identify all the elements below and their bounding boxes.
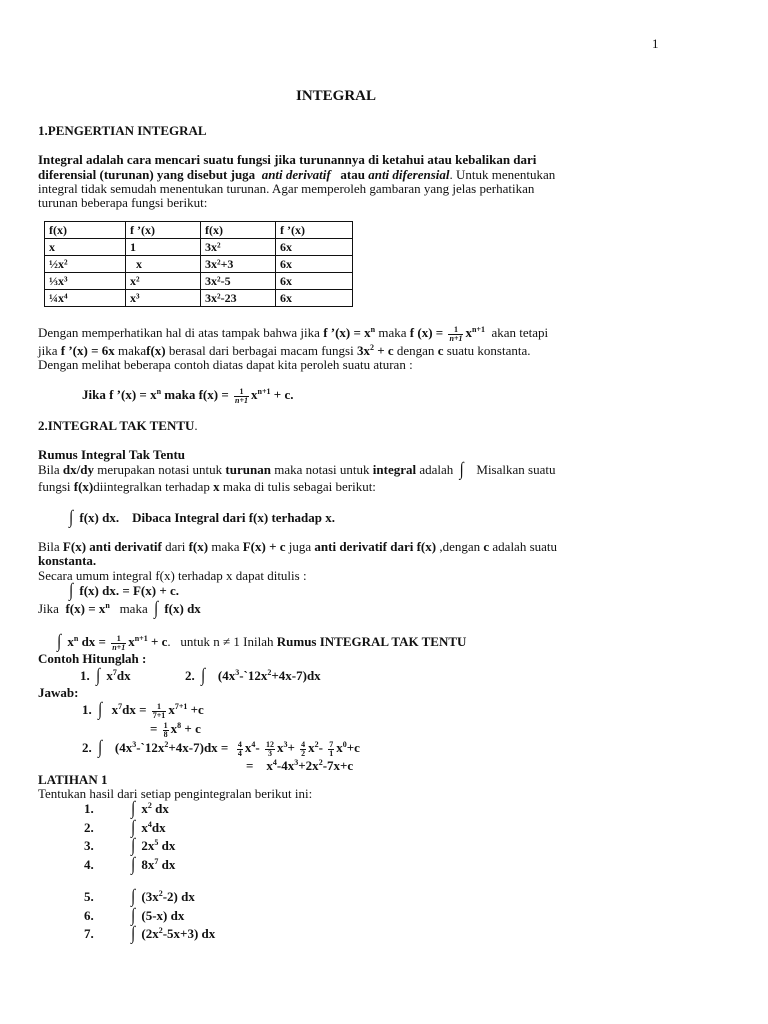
table-cell: ½x² <box>45 256 126 273</box>
table-header-cell: f ’(x) <box>126 222 201 239</box>
jawab-heading: Jawab: <box>38 685 79 700</box>
p1-atau: atau <box>340 167 365 182</box>
para2-fraction: $\frac{1}{n+1}$ <box>449 324 463 343</box>
para2-b-berasal: berasal dari berbagai macam fungsi <box>168 343 354 358</box>
jawab-item-2: 2. ∫ $(4x^3-`12x^2+4x-7)dx$ = $\frac{4}{4}$ $x^4-$ $\frac{12}{3}$ $x^3+$ $\frac{4}{2}$ $x^2-$ $\frac{7}{1}$ $x^0+c$ <box>82 737 360 758</box>
p1-bold-b: diferensial (turunan) yang disebut juga <box>38 167 256 182</box>
table-cell: 3x²-5 <box>201 273 276 290</box>
table-cell: 3x² <box>201 239 276 256</box>
table-cell: x <box>126 256 201 273</box>
integral-sign-icon: ∫ <box>131 835 136 856</box>
latihan-item-5: 5. ∫ $(3x^2-2)$ dx <box>84 886 195 907</box>
para2-maka: maka <box>378 325 407 340</box>
rumus-fraction: $\frac{1}{n+1}$ <box>112 633 126 652</box>
latihan-item-3: 3. ∫ $2x^5$ dx <box>84 835 176 856</box>
para2-fprime: f ’(x) = $x^n$ <box>323 325 376 340</box>
rumus-integral-line: ∫ $x^n$ dx = $\frac{1}{n+1}$ $x^{n+1} + c$. untuk n ≠ 1 Inilah Rumus INTEGRAL TAK TENTU <box>57 631 467 652</box>
para2-line2 <box>38 343 530 358</box>
table-row <box>45 239 353 256</box>
para2-x: $x^{n+1}$ <box>465 325 485 340</box>
section1-heading: 1.PENGERTIAN INTEGRAL <box>38 123 207 138</box>
table-header-cell: f(x) <box>45 222 126 239</box>
table-row <box>45 290 353 307</box>
jawab-2-fraction-3: $\frac{4}{2}$ <box>301 739 306 758</box>
table-row <box>45 256 353 273</box>
section2-line7: Jika $f(x) = x^n$ maka ∫ f(x) dx <box>38 598 201 619</box>
integral-sign-icon: ∫ <box>69 507 74 528</box>
jawab-2-fraction-2: $\frac{12}{3}$ <box>265 739 274 758</box>
integral-sign-icon: ∫ <box>459 459 464 480</box>
jawab-item-1-result: = $\frac{1}{8}$ $x^8 + c$ <box>150 720 201 739</box>
section2-line5: Secara umum integral f(x) terhadap x dapat ditulis : <box>38 568 307 583</box>
section2-heading: 2.INTEGRAL TAK TENTU. <box>38 418 198 433</box>
para2-b-konstanta: suatu konstanta. <box>446 343 531 358</box>
page-title: INTEGRAL <box>296 88 377 104</box>
table-header-cell: f(x) <box>201 222 276 239</box>
jawab-2-fraction-1: $\frac{4}{4}$ <box>237 739 242 758</box>
para2-line1 <box>38 325 548 343</box>
integral-sign-icon: ∫ <box>96 665 101 686</box>
latihan-item-6: 6. ∫ (5-x) dx <box>84 905 185 926</box>
para2-b-c: c <box>437 343 444 358</box>
jawab-1-fraction: $\frac{1}{7+1}$ <box>152 701 166 720</box>
table-cell: 6x <box>276 239 353 256</box>
table-cell: x <box>45 239 126 256</box>
section2-line3: Bila F(x) anti derivatif dari f(x) maka F(x) + c juga anti derivatif dari f(x) ,dengan c adalah suatu <box>38 539 558 554</box>
p1-normal-b: . Untuk menentukan <box>449 167 556 182</box>
integral-sign-icon: ∫ <box>57 631 62 652</box>
table-cell: 3x²-23 <box>201 290 276 307</box>
table-cell: 3x²+3 <box>201 256 276 273</box>
integral-sign-icon: ∫ <box>131 923 136 944</box>
table-header-cell: f ’(x) <box>276 222 353 239</box>
table-cell: x³ <box>126 290 201 307</box>
page-number: 1 <box>652 36 659 51</box>
table-cell: ¼x⁴ <box>45 290 126 307</box>
section1-p1-line1: Integral adalah cara mencari suatu fungsi jika turunannya di ketahui atau kebalikan dari <box>38 152 537 167</box>
aturan-rule: Jika f ’(x) = $x^n$ maka f(x) = $\frac{1}{n+1}$ $x^{n+1} + c$. <box>82 386 294 405</box>
latihan-instruction: Tentukan hasil dari setiap pengintegralan berikut ini: <box>38 786 313 801</box>
table-cell: 6x <box>276 256 353 273</box>
para2-line3: Dengan melihat beberapa contoh diatas dapat kita peroleh suatu aturan : <box>38 357 413 372</box>
para2-b-fx: f(x) <box>146 343 166 358</box>
table-row <box>45 273 353 290</box>
integral-sign-icon: ∫ <box>131 798 136 819</box>
integral-sign-icon: ∫ <box>153 598 159 619</box>
section2-line2: fungsi f(x)diintegralkan terhadap x maka di tulis sebagai berikut: <box>38 479 376 494</box>
integral-sign-icon: ∫ <box>131 886 136 907</box>
section2-line4: konstanta. <box>38 553 97 568</box>
jawab-item-1: 1. ∫ $x^7dx$ = $\frac{1}{7+1}$ $x^{7+1} +c$ <box>82 699 204 720</box>
rumus-heading: Rumus Integral Tak Tentu <box>38 447 186 462</box>
derivative-table <box>44 221 353 307</box>
para2-a1: Dengan memperhatikan hal di atas tampak bahwa jika <box>38 325 320 340</box>
contoh-heading: Contoh Hitunglah : <box>38 651 147 666</box>
latihan-item-1: 1. ∫ $x^2$ dx <box>84 798 169 819</box>
para2-b-dengan: dengan <box>396 343 435 358</box>
integral-sign-icon: ∫ <box>131 817 136 838</box>
table-cell: ⅓x³ <box>45 273 126 290</box>
integral-sign-icon: ∫ <box>131 854 136 875</box>
section2-line1: Bila dx/dy merupakan notasi untuk turunan maka notasi untuk integral adalah ∫ Misalkan suatu <box>38 459 556 480</box>
section1-p1-line4: turunan beberapa fungsi berikut: <box>38 195 208 210</box>
para2-akan-tetapi: akan tetapi <box>491 325 549 340</box>
table-header-row <box>45 222 353 239</box>
p1-anti-diferensial: anti diferensial <box>368 167 450 182</box>
latihan-item-7: 7. ∫ $(2x^2-5x+3)$ dx <box>84 923 216 944</box>
jawab-item-2-result: = $x^4-4x^3+2x^2-7x+c$ <box>246 758 354 773</box>
contoh-item-1: 1. ∫ $x^7dx$ <box>80 665 131 686</box>
integral-sign-icon: ∫ <box>98 737 103 758</box>
section2-line6: ∫ f(x) dx. = F(x) + c. <box>69 580 180 601</box>
jawab-1b-fraction: $\frac{1}{8}$ <box>163 720 168 739</box>
para2-fx-eq: f (x) = <box>409 325 444 340</box>
section1-p1-line2 <box>38 167 555 182</box>
aturan-fraction: $\frac{1}{n+1}$ <box>235 386 249 405</box>
latihan-item-2: 2. ∫ $x^4dx$ <box>84 817 166 838</box>
table-cell: 1 <box>126 239 201 256</box>
para2-fprime-6x: f ’(x) = 6x <box>60 343 115 358</box>
para2-b-maka: maka <box>117 343 147 358</box>
latihan-heading: LATIHAN 1 <box>38 772 108 787</box>
section1-p1-line3: integral tidak semudah menentukan turunan. Agar memperoleh gambaran yang jelas perhatikan <box>38 181 535 196</box>
table-cell: x² <box>126 273 201 290</box>
para2-b-3x2c: $3x^2 + c$ <box>356 343 394 358</box>
p1-anti-derivatif: anti derivatif <box>261 167 331 182</box>
table-cell: 6x <box>276 273 353 290</box>
integral-sign-icon: ∫ <box>98 699 103 720</box>
contoh-item-2: 2. ∫ $(4x^3-`12x^2+4x-7)dx$ <box>185 665 321 686</box>
integral-sign-icon: ∫ <box>201 665 206 686</box>
integral-sign-icon: ∫ <box>69 580 74 601</box>
jawab-2-fraction-4: $\frac{7}{1}$ <box>329 739 334 758</box>
table-cell: 6x <box>276 290 353 307</box>
integral-sign-icon: ∫ <box>131 905 136 926</box>
para2-b1: jika <box>38 343 58 358</box>
latihan-item-4: 4. ∫ $8x^7$ dx <box>84 854 176 875</box>
notation-line: ∫ f(x) dx. Dibaca Integral dari f(x) terhadap x. <box>69 507 336 528</box>
